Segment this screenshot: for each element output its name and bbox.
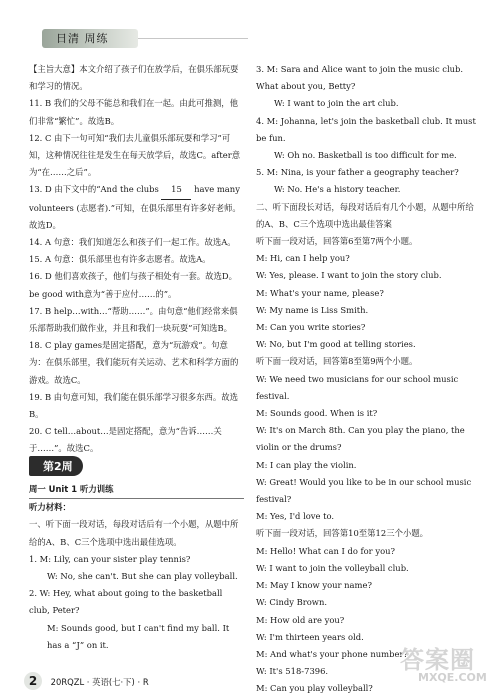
- dialog-line: W: Great! Would you like to be in our school music festival?: [256, 476, 472, 505]
- dialog-line: 2. W: Hey, what about going to the basketball club, Peter?: [29, 588, 223, 616]
- watermark-url: MXQE.COM: [418, 671, 487, 684]
- header-rule: [138, 38, 248, 39]
- dialog-line: M: Hello! What can I do for you?: [256, 545, 396, 556]
- left-column: [29, 61, 244, 458]
- dialog-line: M: What's your name, please?: [256, 287, 384, 298]
- page-footer: [24, 672, 149, 690]
- footer-text: 20RQZL · 英语(七·下) · R: [50, 677, 149, 687]
- answer-14: 14. A 句意：我们知道怎么和孩子们一起工作。故选A。: [29, 237, 236, 248]
- dialog-line: 3. M: Sara and Alice want to join the music club. What about you, Betty?: [256, 64, 464, 92]
- dialog-line: W: I'm thirteen years old.: [256, 631, 364, 642]
- dialog-line: M: And what's your phone number?: [256, 648, 408, 659]
- dialog-line: M: I can play the violin.: [256, 459, 357, 470]
- section-instruction: 听下面一段对话，回答第6至第7两个小题。: [256, 236, 418, 247]
- dialog-line: W: No, but I'm good at telling stories.: [256, 339, 416, 350]
- dialog-line: W: No, she can't. But she can play volleyball.: [47, 571, 238, 582]
- section-instruction: 二、听下面段长对话，每段对话后有几个小题，从题中所给的A、B、C三个选项中选出最佳答案: [256, 201, 474, 229]
- dialog-line: W: Oh no. Basketball is too difficult for me.: [274, 150, 457, 161]
- week-label: 第2周: [29, 456, 83, 476]
- answer-12: 12. C 由下一句可知“我们去儿童俱乐部玩耍和学习”可知，这种情况往往是发生在每天放学后，故选C。after意为“在……之后”。: [29, 132, 241, 178]
- dialog-line: W: No. He's a history teacher.: [274, 184, 401, 195]
- answer-19: 19. B 由句意可知，我们能在俱乐部学习很多东西。故选B。: [29, 391, 239, 420]
- section-instruction: 听下面一段对话，回答第10至第12三个小题。: [256, 528, 429, 539]
- answer-20: 20. C tell…about…是固定搭配，意为“告诉……关于……”。故选C。: [29, 426, 222, 454]
- blank-13: 15: [161, 181, 191, 199]
- dialog-line: M: How old are you?: [256, 614, 345, 625]
- dialog-line: 5. M: Nina, is your father a geography teacher?: [256, 167, 459, 178]
- dialog-line: W: I want to join the art club.: [274, 98, 399, 109]
- answer-13: 13. D 由下文中的“And the clubs 15 have many volunteers (志愿者).”可知，在俱乐部里有许多好老师。故选D。: [29, 181, 244, 234]
- section-tab: 日清 周练: [42, 29, 138, 48]
- dialog-line: M: Sounds good. When is it?: [256, 408, 378, 419]
- dialog-line: M: Yes, I'd love to.: [256, 511, 335, 522]
- dialog-line: W: My name is Liss Smith.: [256, 304, 369, 315]
- dialog-line: M: Hi, can I help you?: [256, 253, 350, 264]
- page-number: 2: [24, 672, 42, 690]
- dialog-line: W: Cindy Brown.: [256, 597, 328, 608]
- material-heading: 听力材料：: [29, 502, 71, 513]
- answer-18: 18. C play games是固定搭配，意为“玩游戏”。句意为：在俱乐部里，我们能玩有关运动、艺术和科学方面的游戏。故选C。: [29, 340, 239, 385]
- dialog-line: M: Sounds good, but I can't find my ball. It has a “J” on it.: [47, 622, 230, 650]
- dialog-line: W: It's on March 8th. Can you play the piano, the violin or the drums?: [256, 425, 465, 453]
- dialog-line: 1. M: Lily, can your sister play tennis?: [29, 553, 191, 564]
- watermark-logo: 答案圈: [400, 646, 475, 674]
- dialog-line: W: We need two musicians for our school music festival.: [256, 373, 459, 401]
- right-column: [256, 61, 476, 698]
- dialog-line: W: I want to join the volleyball club.: [256, 562, 409, 573]
- dialog-line: M: Can you play volleyball?: [256, 683, 373, 694]
- answer-16: 16. D 他们喜欢孩子，他们与孩子相处有一套。故选D。be good with意为“善于应付……的”。: [29, 271, 237, 299]
- summary: 【主旨大意】本文介绍了孩子们在放学后，在俱乐部玩耍和学习的情况。: [29, 64, 239, 92]
- dialog-line: 4. M: Johanna, let's join the basketball club. It must be fun.: [256, 115, 476, 143]
- section-instruction: 听下面一段对话，回答第8至第9两个小题。: [256, 356, 418, 367]
- answer-17: 17. B help…with…“帮助……”。由句意“他们经常来俱乐部帮助我们做作业，并且和我们一块玩耍”可知选B。: [29, 305, 238, 334]
- dialog-line: M: Can you write stories?: [256, 322, 366, 333]
- unit-heading: 周一 Unit 1 听力训练: [29, 484, 114, 494]
- listening-intro: 一、听下面一段对话，每段对话后有一个小题，从题中所给的A、B、C三个选项中选出最佳选项。: [29, 519, 239, 547]
- dialog-line: W: It's 518-7396.: [256, 666, 329, 677]
- dialog-line: W: Yes, please. I want to join the story club.: [256, 270, 442, 281]
- listening-section: [29, 481, 244, 654]
- answer-15: 15. A 句意：俱乐部里也有许多志愿者。故选A。: [29, 254, 211, 265]
- answer-11: 11. B 我们的父母不能总和我们在一起。由此可推测，他们非常“繁忙”。故选B。: [29, 98, 239, 126]
- dialog-line: M: May I know your name?: [256, 580, 372, 591]
- week-banner: [29, 455, 239, 477]
